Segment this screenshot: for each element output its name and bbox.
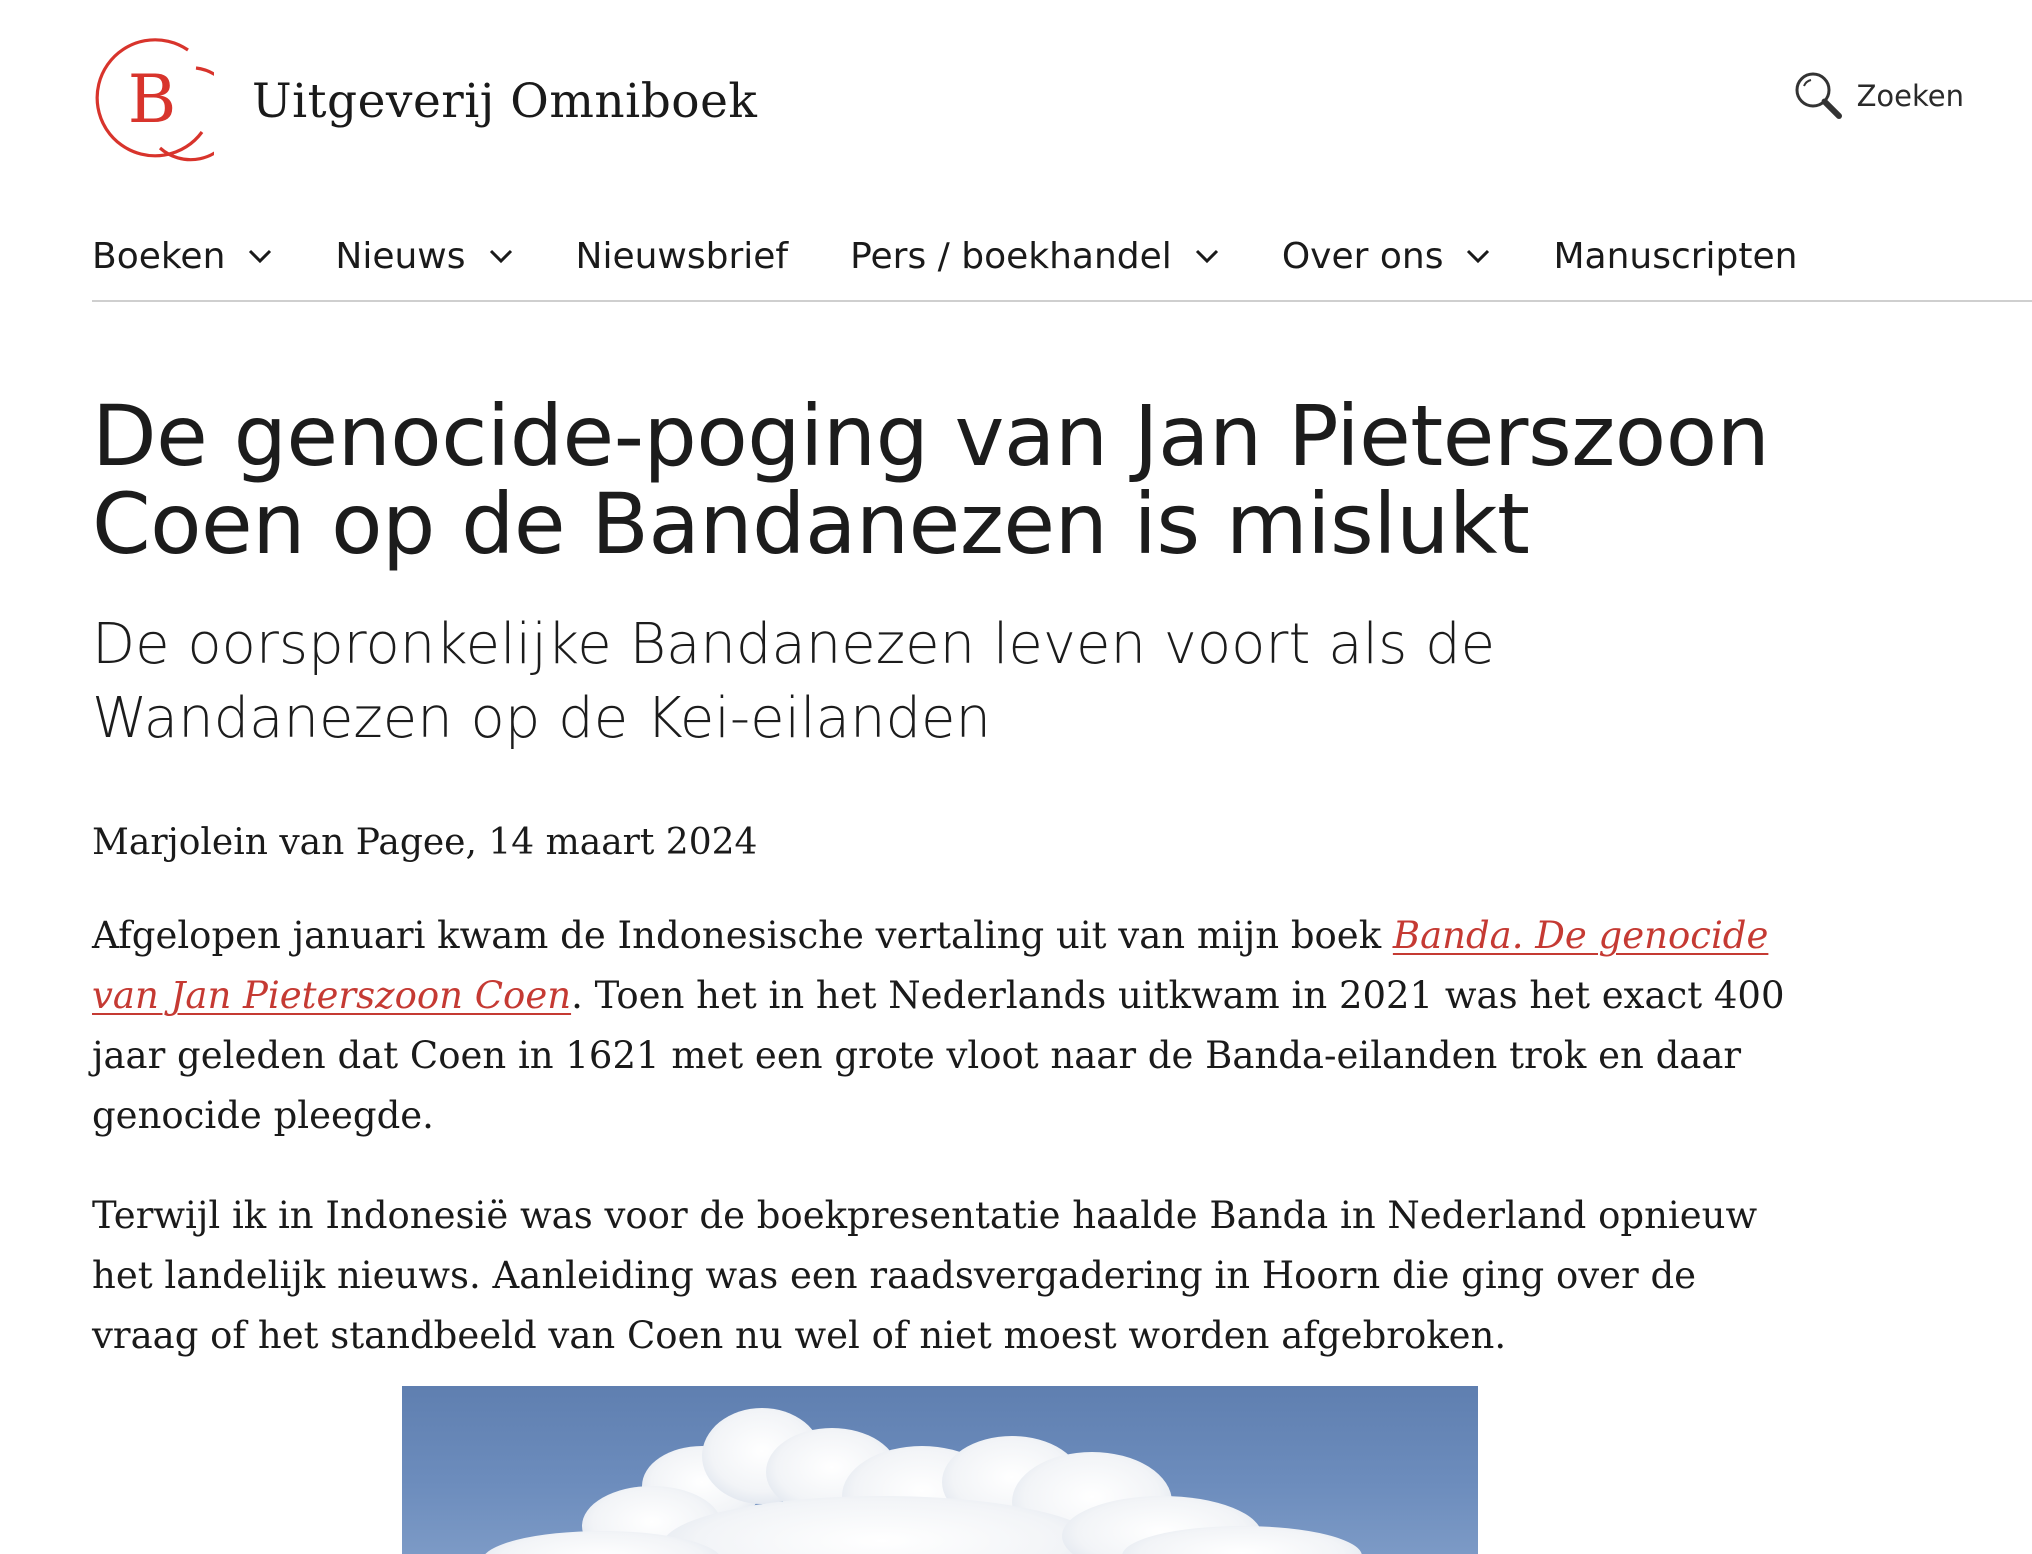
nav-item-pers-boekhandel[interactable] xyxy=(850,221,1220,291)
article-paragraph: Terwijl ik in Indonesië was voor de boekpresentatie haalde Banda in Nederland opnieuw het landelijk nieuws. Aanleiding was een raadsvergadering in Hoorn die ging over de vraag of het standbeeld van Coen nu wel of niet moest worden afgebroken. xyxy=(92,1194,1758,1357)
article xyxy=(92,300,1812,1366)
chevron-down-icon xyxy=(1465,247,1491,265)
site-logo-link[interactable] xyxy=(90,36,757,166)
article-byline: Marjolein van Pagee, 14 maart 2024 xyxy=(92,822,758,863)
chevron-down-icon xyxy=(488,247,514,265)
search-button[interactable] xyxy=(1789,66,1964,126)
nav-item-label: Pers / boekhandel xyxy=(850,235,1172,277)
article-image xyxy=(402,1386,1478,1554)
book-link[interactable]: Banda. De genocide van Jan Pieterszoon Coen xyxy=(92,914,1769,1017)
article-title: De genocide-poging van Jan Pieterszoon Coen op de Bandanezen is mislukt xyxy=(92,387,1770,573)
logo-letter: B xyxy=(127,61,177,138)
omniboek-logo-icon xyxy=(90,36,214,166)
nav-item-boeken[interactable] xyxy=(92,221,273,291)
nav-item-nieuws[interactable] xyxy=(335,221,513,291)
article-paragraph xyxy=(92,906,1792,1146)
search-icon xyxy=(1789,66,1849,126)
site-name: Uitgeverij Omniboek xyxy=(252,73,758,129)
nav-item-label: Nieuwsbrief xyxy=(575,235,789,277)
chevron-down-icon xyxy=(247,247,273,265)
nav-item-label: Over ons xyxy=(1281,235,1444,277)
search-label: Zoeken xyxy=(1856,79,1964,113)
nav-item-label: Boeken xyxy=(92,235,226,277)
paragraph-text: . Toen het in het Nederlands uitkwam in 2021 was het exact 400 jaar geleden dat Coen in 1621 met een grote vloot naar de Banda-eilanden trok en daar genocide pleegde. xyxy=(92,974,1785,1137)
chevron-down-icon xyxy=(1194,247,1220,265)
nav-item-label: Manuscripten xyxy=(1553,235,1798,277)
article-subtitle: De oorspronkelijke Bandanezen leven voort als de Wandanezen op de Kei-eilanden xyxy=(92,612,1496,751)
sky-clouds-image xyxy=(402,1386,1478,1554)
paragraph-text: Afgelopen januari kwam de Indonesische vertaling uit van mijn boek xyxy=(92,914,1393,957)
nav-item-over-ons[interactable] xyxy=(1282,221,1492,291)
nav-item-label: Nieuws xyxy=(335,235,466,277)
nav-item-manuscripten[interactable] xyxy=(1553,221,1797,291)
main-navigation xyxy=(92,212,2032,302)
site-header xyxy=(0,0,2032,200)
nav-item-nieuwsbrief[interactable] xyxy=(576,221,789,291)
